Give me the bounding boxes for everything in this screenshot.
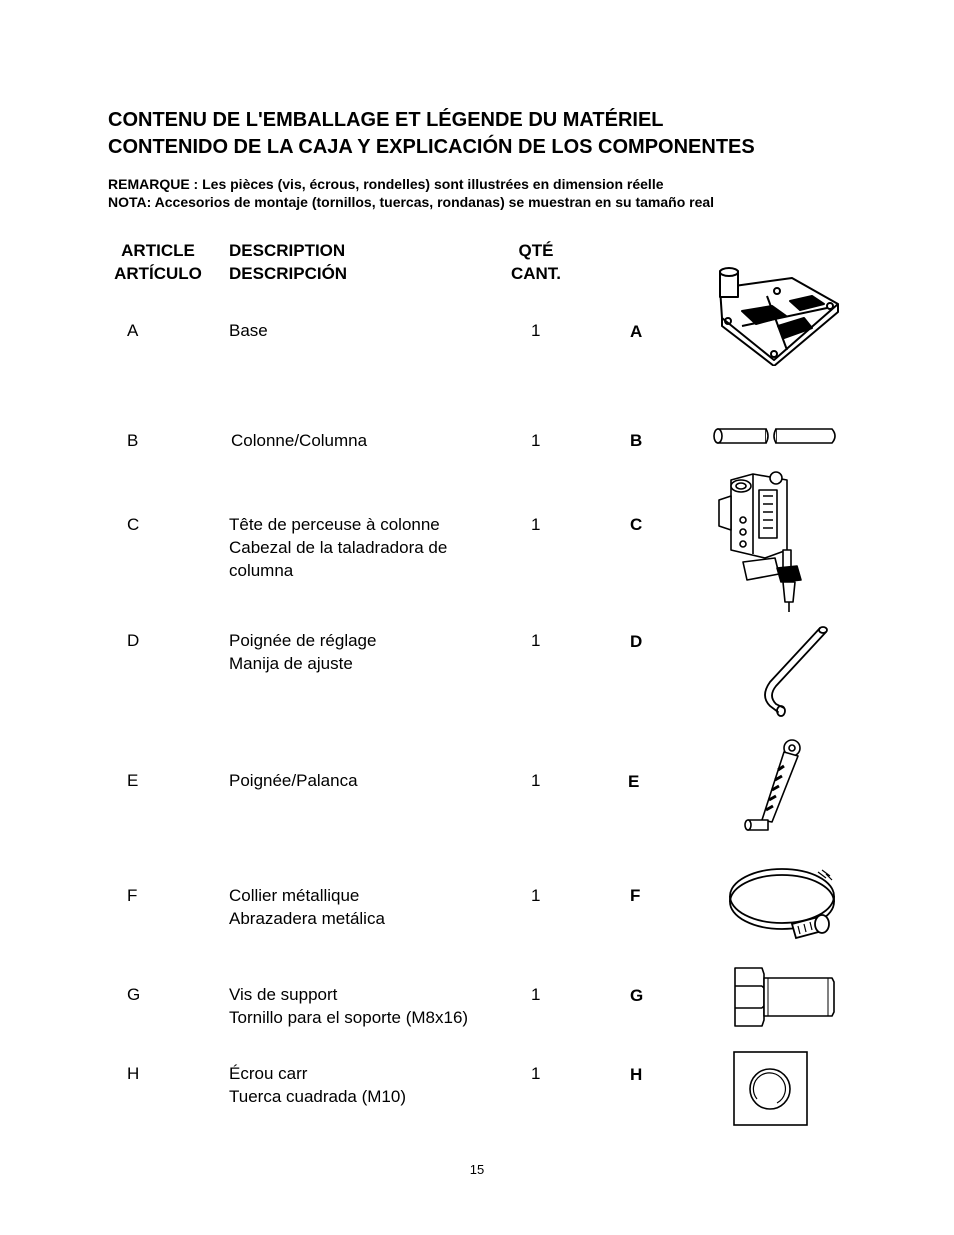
description-line: Tuerca cuadrada (M10) (229, 1087, 407, 1106)
description-line: Tornillo para el soporte (M8x16) (229, 1008, 469, 1027)
header-description-fr: DESCRIPTION (229, 241, 346, 260)
row-description (231, 429, 501, 452)
row-description (229, 884, 499, 930)
description-line: Manija de ajuste (229, 654, 353, 673)
page-number: 15 (469, 1162, 485, 1177)
description-line: Poignée de réglage (229, 631, 377, 650)
header-article-fr: ARTICLE (121, 241, 195, 260)
row-article: A (127, 321, 139, 340)
row-article: H (127, 1064, 140, 1083)
row-quantity: 1 (531, 321, 541, 340)
row-quantity: 1 (531, 985, 541, 1004)
row-letter: H (630, 1065, 643, 1084)
base-plate-icon (712, 266, 842, 366)
row-quantity: 1 (531, 886, 541, 905)
header-qty-fr: QTÉ (518, 241, 554, 260)
description-line: Base (229, 321, 268, 340)
row-article: F (127, 886, 138, 905)
description-line: Écrou carr (229, 1064, 308, 1083)
description-line: Abrazadera metálica (229, 909, 385, 928)
column-tube-icon (712, 425, 840, 447)
adjustment-handle-icon (748, 620, 830, 720)
row-letter: G (630, 986, 644, 1005)
row-quantity: 1 (531, 431, 541, 450)
description-line: Cabezal de la taladradora de (229, 538, 448, 557)
hose-clamp-icon (728, 862, 840, 944)
note-es: NOTA: Accesorios de montaje (tornillos, tuercas, rondanas) se muestran en su tamaño real (108, 194, 715, 210)
row-description (229, 1062, 499, 1108)
square-nut-icon (733, 1051, 809, 1127)
description-line: Collier métallique (229, 886, 360, 905)
description-line: Poignée/Palanca (229, 771, 358, 790)
row-description (229, 629, 499, 675)
description-line: Vis de support (229, 985, 338, 1004)
row-letter: B (630, 431, 643, 450)
row-article: E (127, 771, 139, 790)
header-article-es: ARTÍCULO (114, 264, 202, 283)
row-description (229, 319, 499, 342)
bolt-icon (732, 964, 838, 1030)
row-letter: D (630, 632, 643, 651)
description-line: Tête de perceuse à colonne (229, 515, 440, 534)
row-article: G (127, 985, 141, 1004)
row-letter: A (630, 322, 643, 341)
row-quantity: 1 (531, 631, 541, 650)
row-description (229, 513, 499, 582)
row-quantity: 1 (531, 1064, 541, 1083)
row-description (229, 769, 499, 792)
page-title-es: CONTENIDO DE LA CAJA Y EXPLICACIÓN DE LOS COMPONENTES (108, 136, 755, 158)
header-qty-es: CANT. (510, 264, 562, 283)
lever-handle-icon (742, 736, 806, 838)
row-quantity: 1 (531, 515, 541, 534)
row-letter: E (628, 772, 640, 791)
row-letter: F (630, 886, 641, 905)
header-description-es: DESCRIPCIÓN (229, 264, 348, 283)
row-article: D (127, 631, 140, 650)
description-line: Colonne/Columna (231, 431, 368, 450)
row-quantity: 1 (531, 771, 541, 790)
row-letter: C (630, 515, 643, 534)
drill-head-icon (713, 470, 808, 615)
row-description (229, 983, 499, 1029)
page-title-fr: CONTENU DE L'EMBALLAGE ET LÉGENDE DU MATÉRIEL (108, 109, 664, 131)
note-fr: REMARQUE : Les pièces (vis, écrous, rondelles) sont illustrées en dimension réelle (108, 176, 664, 192)
row-article: C (127, 515, 140, 534)
description-line: columna (229, 561, 294, 580)
row-article: B (127, 431, 139, 450)
